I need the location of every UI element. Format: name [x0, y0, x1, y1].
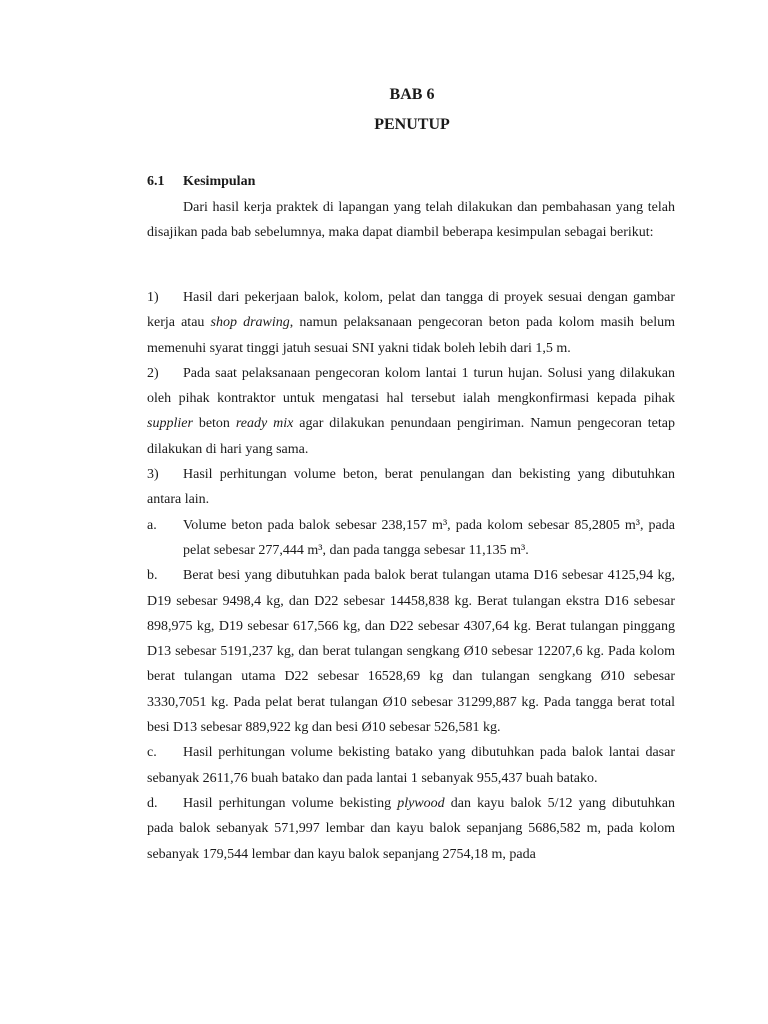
chapter-number: BAB 6: [389, 86, 435, 103]
list-item-label: 1): [147, 290, 159, 305]
conclusion-list: [147, 285, 675, 867]
sub-list-item-text: Berat besi yang dibutuhkan pada balok berat tulangan utama D16 sebesar 4125,94 kg, D19 sebesar 9498,4 kg, dan D22 sebesar 14458,838 kg. Berat tulangan ekstra D16 sebesar 898,975 kg, D19 sebesar 617,566 kg, dan D22 sebesar 4307,64 kg. Berat tulangan pinggang D13 sebesar 5191,237 kg, dan berat tulangan sengkang Ø10 sebesar 12207,6 kg. Pada kolom berat tulangan utama D22 sebesar 16528,69 kg dan tulangan sengkang Ø10 sebesar 3330,7051 kg. Pada pelat berat tulangan Ø10 sebesar 31299,887 kg. Pada tangga berat total besi D13 sebesar 889,922 kg dan besi Ø10 sebesar 526,581 kg.: [147, 568, 675, 736]
list-item-text: Pada saat pelaksanaan pengecoran kolom lantai 1 turun hujan. Solusi yang dilakukan oleh pihak kontraktor untuk mengatasi hal tersebut ialah mengkonfirmasi kepada pihak: [147, 365, 675, 407]
section-heading: [147, 174, 255, 190]
sub-list-item: [147, 563, 675, 740]
intro-block: [147, 195, 675, 246]
sub-list-item-text: dan kayu balok 5/12 yang dibutuhkan pada balok sebanyak 571,997 lembar dan kayu balok sepanjang 5686,582 m, pada kolom sebanyak 179,544 lembar dan kayu balok sepanjang 2754,18 m, pada: [147, 795, 675, 862]
list-item-italic: ready mix: [235, 416, 294, 432]
sub-list-item-label: d.: [147, 795, 158, 811]
chapter-title: PENUTUP: [374, 116, 450, 133]
list-item: [147, 361, 675, 462]
section-title: Kesimpulan: [183, 174, 256, 189]
sub-list-item: [147, 740, 675, 791]
list-item-text: Hasil dari pekerjaan balok, kolom, pelat dan tangga di proyek sesuai dengan gambar kerja atau: [147, 290, 675, 331]
list-item-label: 2): [147, 365, 159, 381]
section-number: 6.1: [147, 174, 165, 189]
sub-list-item-label: c.: [147, 745, 157, 761]
sub-list-item-text: Hasil perhitungan volume bekisting: [183, 795, 398, 811]
list-item-italic: shop drawing: [210, 315, 290, 331]
list-item-text: Hasil perhitungan volume beton, berat penulangan dan bekisting yang dibutuhkan antara lain.: [147, 467, 675, 508]
sub-list-item: [147, 791, 675, 867]
list-item: [147, 285, 675, 361]
sub-list-item-label: a.: [147, 517, 157, 533]
list-item-text: , namun pelaksanaan pengecoran beton pada kolom masih belum memenuhi syarat tinggi jatuh sesuai SNI yakni tidak boleh lebih dari 1,5 m.: [147, 315, 676, 356]
sub-list-item-label: b.: [147, 568, 158, 584]
list-item: [147, 462, 675, 513]
sub-list-item-italic: plywood: [397, 795, 445, 811]
sub-list-item-text: Volume beton pada balok sebesar 238,157 m³, pada kolom sebesar 85,2805 m³, pada pelat sebesar 277,444 m³, dan pada tangga sebesar 11,135 m³.: [183, 517, 675, 558]
list-item-text: agar dilakukan penundaan pengiriman. Namun pengecoran tetap dilakukan di hari yang sama.: [147, 416, 675, 457]
sub-list-item-text: Hasil perhitungan volume bekisting batako yang dibutuhkan pada balok lantai dasar sebanyak 2611,76 buah batako dan pada lantai 1 sebanyak 955,437 buah batako.: [147, 745, 675, 786]
sub-list-item: [147, 513, 675, 564]
list-item-text: beton: [192, 416, 236, 432]
intro-paragraph: Dari hasil kerja praktek di lapangan yang telah dilakukan dan pembahasan yang telah disajikan pada bab sebelumnya, maka dapat diambil beberapa kesimpulan sebagai berikut:: [147, 200, 675, 241]
list-item-label: 3): [147, 467, 159, 483]
list-item-italic: supplier: [147, 416, 193, 432]
